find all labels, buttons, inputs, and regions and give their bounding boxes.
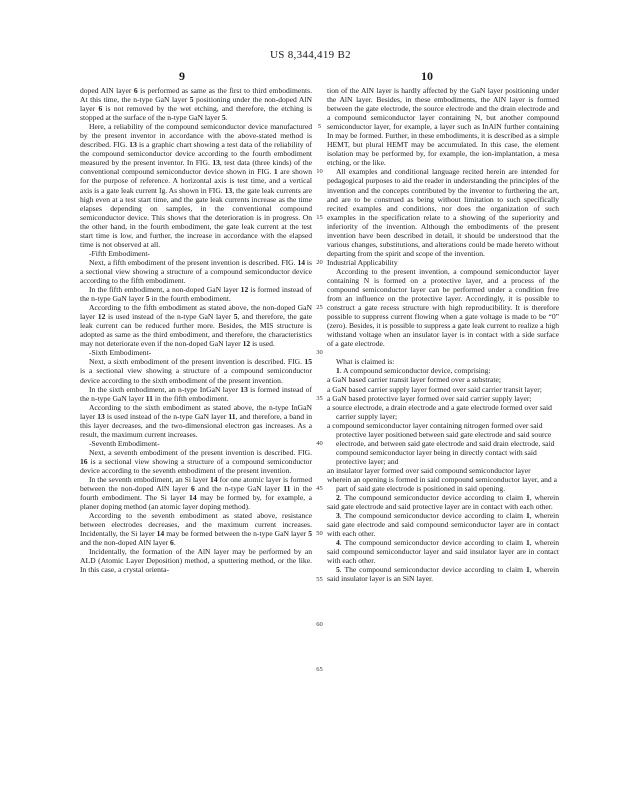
dependent-claim: 4. The compound semiconductor device according to claim 1, wherein said compound semiconductor layer and said insulator layer are in contact with each other.	[327, 538, 559, 566]
line-number: 50	[316, 530, 323, 538]
paragraph: According to the present invention, a compound semiconductor layer containing N is formed on a protective layer, and a process of the compound semiconductor layer can be performed under a condition free from an influence on the protective layer. Accordingly, it is possible to construct a gate recess structure with high reproducibility. It is therefore possible to suppress current flowing when a gate voltage is made to be “0” (zero). Besides, it is possible to suppress a gate leak current to realize a high withstand voltage when an insulator layer is in contact with a side surface of a gate electrode.	[327, 266, 559, 349]
section-heading: -Seventh Embodiment-	[89, 438, 160, 448]
right-text-column	[327, 86, 559, 584]
section-heading: -Fifth Embodiment-	[89, 248, 150, 258]
line-number: 55	[316, 575, 323, 583]
dependent-claim: 5. The compound semiconductor device according to claim 1, wherein said insulator layer is an SiN layer.	[327, 565, 559, 584]
right-page-number: 10	[421, 69, 433, 83]
section-gap	[327, 348, 559, 357]
line-number: 25	[316, 304, 323, 312]
paragraph: Next, a seventh embodiment of the present invention is described. FIG. 16 is a sectional view showing a structure of a compound semiconductor device according to the seventh embodiment of the present invention.	[80, 447, 312, 475]
paragraph: In the seventh embodiment, an Si layer 14 for one atomic layer is formed between the non-doped AlN layer 6 and the n-type GaN layer 11 in the fourth embodiment. The Si layer 14 may be formed by, for example, a planer doping method (an atomic layer doping method).	[80, 475, 313, 512]
paragraph: Incidentally, the formation of the AlN layer may be performed by an ALD (Atomic Layer Deposition) method, a sputtering method, or the like. In this case, a crystal orienta-	[80, 547, 312, 575]
dependent-claim: 3. The compound semiconductor device according to claim 1, wherein said gate electrode and said compound semiconductor layer are in contact with each other.	[327, 511, 559, 539]
claim-1-element: a GaN based carrier supply layer formed over said carrier transit layer;	[327, 384, 542, 394]
claim-1-element: a GaN based protective layer formed over said carrier supply layer;	[327, 393, 532, 403]
paragraph: According to the sixth embodiment as stated above, the n-type InGaN layer 13 is used instead of the n-type GaN layer 11, and therefore, a band in this layer decreases, and the two-dimensional electron gas increases. As a result, the maximum current increases.	[80, 402, 312, 439]
paragraph: Next, a sixth embodiment of the present invention is described. FIG. 15 is a sectional view showing a structure of a compound semiconductor device according to the sixth embodiment of the present invention.	[80, 357, 312, 385]
paragraph: tion of the AlN layer is hardly affected by the GaN layer positioning under the AlN layer. Besides, in these embodiments, the AlN layer is formed between the gate electrode, the source electrode and the drain electrode and a compound semiconductor layer containing N, but another compound semiconductor layer, for example, a layer such as InAlN further containing In may be formed. Further, in these embodiments, it is described as a simple HEMT, but plural HEMT may be accumulated. In this case, the element isolation may be performed by, for example, the ion-implantation, a mesa etching, or the like.	[327, 86, 559, 168]
paragraph: In the fifth embodiment, a non-doped GaN layer 12 is formed instead of the n-type GaN layer 5 in the fourth embodiment.	[80, 285, 312, 304]
paragraph: In the sixth embodiment, an n-type InGaN layer 13 is formed instead of the n-type GaN layer 11 in the fifth embodiment.	[80, 384, 312, 403]
patent-number: US 8,344,419 B2	[270, 49, 351, 61]
claim-1-element: an insulator layer formed over said compound semiconductor layer	[327, 465, 531, 475]
line-number: 65	[316, 666, 323, 674]
claim-1-preamble: 1. A compound semiconductor device, comprising:	[336, 366, 491, 376]
left-text-column	[80, 86, 312, 575]
line-number: 30	[316, 349, 323, 357]
claim-1-element: a compound semiconductor layer containing nitrogen formed over said protective layer positioned between said gate electrode and said source electrode, and between said gate electrode and said drain electrode, said compound semiconductor layer being in directly contact with said protective layer; and	[327, 420, 555, 466]
paragraph: Next, a fifth embodiment of the present invention is described. FIG. 14 is a sectional view showing a structure of a compound semiconductor device according to the fifth embodiment.	[80, 257, 313, 285]
paragraph: All examples and conditional language recited herein are intended for pedagogical purposes to aid the reader in understanding the principles of the invention and the concepts contributed by the inventor to furthering the art, and are to be construed as being without limitation to such specifically recited examples and conditions, nor does the organization of such examples in the specification relate to a showing of the superiority and inferiority of the invention. Although the embodiments of the present invention have been described in detail, it should be understood that the various changes, substitutions, and alterations could be made hereto without departing from the spirit and scope of the invention.	[327, 167, 559, 258]
paragraph: doped AlN layer 6 is performed as same as the first to third embodiments. At this time, the n-type GaN layer 5 positioning under the non-doped AlN layer 6 is not removed by the wet etching, and therefore, the etching is stopped at the surface of the n-type GaN layer 5.	[80, 86, 312, 123]
claim-1-wherein: wherein an opening is formed in said compound semiconductor layer, and a part of said gate electrode is positioned in said opening.	[327, 474, 557, 494]
paragraph: Here, a reliability of the compound semiconductor device manufactured by the present inventor in accordance with the above-stated method is described. FIG. 13 is a graphic chart showing a test data of the reliability of the compound semiconductor device according to the fourth embodiment measured by the present inventor. In FIG. 13, test data (three kinds) of the conventional compound semiconductor device shown in FIG. 1 are shown for the purpose of reference. A horizontal axis is test time, and a vertical axis is a gate leak current Ig. As shown in FIG. 13, the gate leak currents are high even at a test start time, and the gate leak currents increase as the time elapses depending on samples, in the conventional compound semiconductor device. This shows that the deterioration is in progress. On the other hand, in the fourth embodiment, the gate leak current at the test start time is low, and further, the increase in accordance with the elapsed time is not observed at all.	[80, 122, 312, 249]
claim-1-element: a source electrode, a drain electrode and a gate electrode formed over said carrier supply layer;	[327, 402, 552, 421]
claims-title: What is claimed is:	[336, 357, 395, 367]
section-heading: -Sixth Embodiment-	[89, 348, 152, 358]
line-number: 40	[316, 439, 323, 447]
line-number: 10	[316, 168, 323, 176]
paragraph: According to the seventh embodiment as stated above, resistance between electrodes decreases, and the maximum current increases. Incidentally, the Si layer 14 may be formed between the n-type GaN layer 5 and the non-doped AlN layer 6.	[80, 511, 312, 548]
line-number: 15	[316, 213, 323, 221]
line-number: 60	[316, 620, 323, 628]
left-page-number: 9	[179, 69, 185, 83]
claim-1-element: a GaN based carrier transit layer formed over a substrate;	[327, 375, 501, 385]
dependent-claim: 2. The compound semiconductor device according to claim 1, wherein said gate electrode and said protective layer are in contact with each other.	[327, 493, 559, 512]
section-heading: Industrial Applicability	[327, 257, 398, 267]
line-number: 20	[316, 258, 323, 266]
line-number: 35	[316, 394, 323, 402]
line-number: 45	[316, 485, 323, 493]
paragraph: According to the fifth embodiment as stated above, the non-doped GaN layer 12 is used instead of the n-type GaN layer 5, and therefore, the gate leak current can be reduced further more. Besides, the MIS structure is adopted as same as the third embodiment, and therefore, the characteristics may not deteriorate even if the non-doped GaN layer 12 is used.	[80, 303, 312, 349]
line-number: 5	[317, 123, 322, 131]
